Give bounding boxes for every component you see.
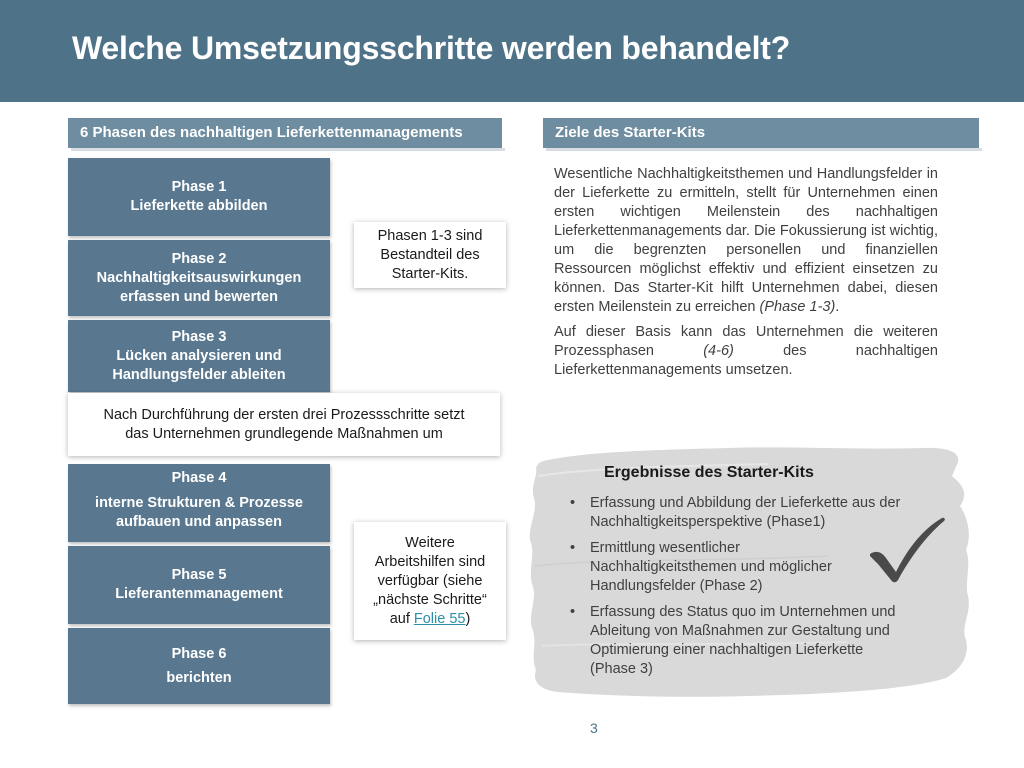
goals-p1-text: Wesentliche Nachhaltigkeitsthemen und Handlungsfelder in der Lieferkette zu ermitteln, stellt für Unternehmen einen ersten wichtigen Meilenstein des nachhaltigen Lieferkettenmanagements dar. Die Fokussierung ist wichtig, um die begrenzten personellen und finanziellen Ressourcen möglichst effektiv und effizient einsetzen zu können. Das Starter-Kit hilft Unternehmen dabei, diesen ersten Meilenstein zu erreichen — [554, 166, 938, 315]
more-help-suffix: ) — [465, 610, 471, 627]
goals-p1-end: . — [835, 299, 840, 315]
goals-text — [554, 165, 938, 386]
phases-1-3-line-3: Starter-Kits. — [391, 265, 469, 282]
phase-4-number: Phase 4 — [171, 470, 227, 486]
phases-section-header: 6 Phasen des nachhaltigen Lieferkettenmanagements — [68, 118, 502, 148]
goals-p2-start: Auf dieser Basis kann das Unternehmen die weiteren Prozessphasen — [554, 324, 938, 359]
phase-2-label-cont: erfassen und bewerten — [120, 288, 278, 305]
phase-5-box — [68, 546, 330, 624]
more-help-line-1: Weitere — [405, 534, 455, 551]
goals-p1-italic: (Phase 1-3) — [759, 299, 836, 315]
more-help-line-3: verfügbar (siehe — [377, 572, 483, 589]
phase-2-box — [68, 240, 330, 316]
phases-1-3-callout — [354, 222, 506, 288]
more-help-callout — [354, 522, 506, 640]
more-help-line-5 — [354, 610, 506, 629]
phase-6-label: berichten — [166, 669, 232, 686]
more-help-prefix: auf — [389, 610, 414, 627]
goals-p2-italic: (4-6) — [703, 343, 734, 359]
checkmark-icon — [866, 514, 946, 584]
more-help-line-2: Arbeitshilfen sind — [374, 553, 486, 570]
page-number: 3 — [590, 720, 598, 736]
phase-6-box — [68, 628, 330, 704]
phase-2-number: Phase 2 — [171, 250, 227, 267]
results-item-2: • Ermittlung wesentlicher Nachhaltigkeitsthemen und möglicher Handlungsfelder (Phase 2) — [568, 539, 913, 596]
goals-paragraph-1 — [554, 165, 938, 317]
slide-55-link[interactable]: Folie 55 — [413, 610, 466, 627]
phase-6-number: Phase 6 — [171, 645, 227, 662]
phase-4-box — [68, 464, 330, 542]
phase-3-number: Phase 3 — [171, 328, 227, 345]
after-three-callout — [68, 393, 500, 456]
phases-1-3-line-2: Bestandteil des — [380, 246, 480, 263]
phase-3-box — [68, 320, 330, 392]
phase-3-label: Lücken analysieren und — [116, 347, 282, 364]
phase-1-box — [68, 158, 330, 236]
phases-1-3-line-1: Phasen 1-3 sind — [377, 227, 483, 244]
title-bar — [0, 0, 1024, 102]
results-item-1: • Erfassung und Abbildung der Lieferkette aus der Nachhaltigkeitsperspektive (Phase1) — [568, 494, 913, 532]
phase-4-label-cont: aufbauen und anpassen — [116, 514, 282, 530]
phase-4-label: interne Strukturen & Prozesse — [95, 495, 303, 511]
goals-section-header: Ziele des Starter-Kits — [543, 118, 979, 148]
more-help-line-4: „nächste Schritte“ — [373, 591, 487, 608]
phase-1-label: Lieferkette abbilden — [130, 198, 268, 214]
after-three-line-1: Nach Durchführung der ersten drei Prozessschritte setzt — [103, 406, 465, 423]
goals-p2-end: des nachhaltigen Lieferkettenmanagements umsetzen. — [554, 343, 938, 378]
phase-2-label: Nachhaltigkeitsauswirkungen — [96, 269, 302, 286]
page-title: Welche Umsetzungsschritte werden behandelt? — [72, 30, 791, 66]
results-panel — [528, 446, 973, 699]
results-title: Ergebnisse des Starter-Kits — [604, 464, 814, 481]
after-three-line-2: das Unternehmen grundlegende Maßnahmen um — [125, 425, 443, 442]
results-list — [568, 494, 913, 686]
results-item-3: • Erfassung des Status quo im Unternehmen und Ableitung von Maßnahmen zur Gestaltung und Optimierung einer nachhaltigen Lieferkette (Phase 3) — [568, 603, 913, 679]
phase-1-number: Phase 1 — [171, 179, 227, 195]
goals-paragraph-2 — [554, 323, 938, 380]
phase-3-label-cont: Handlungsfelder ableiten — [112, 366, 286, 383]
phase-5-number: Phase 5 — [171, 567, 227, 583]
phase-5-label: Lieferantenmanagement — [115, 586, 283, 602]
